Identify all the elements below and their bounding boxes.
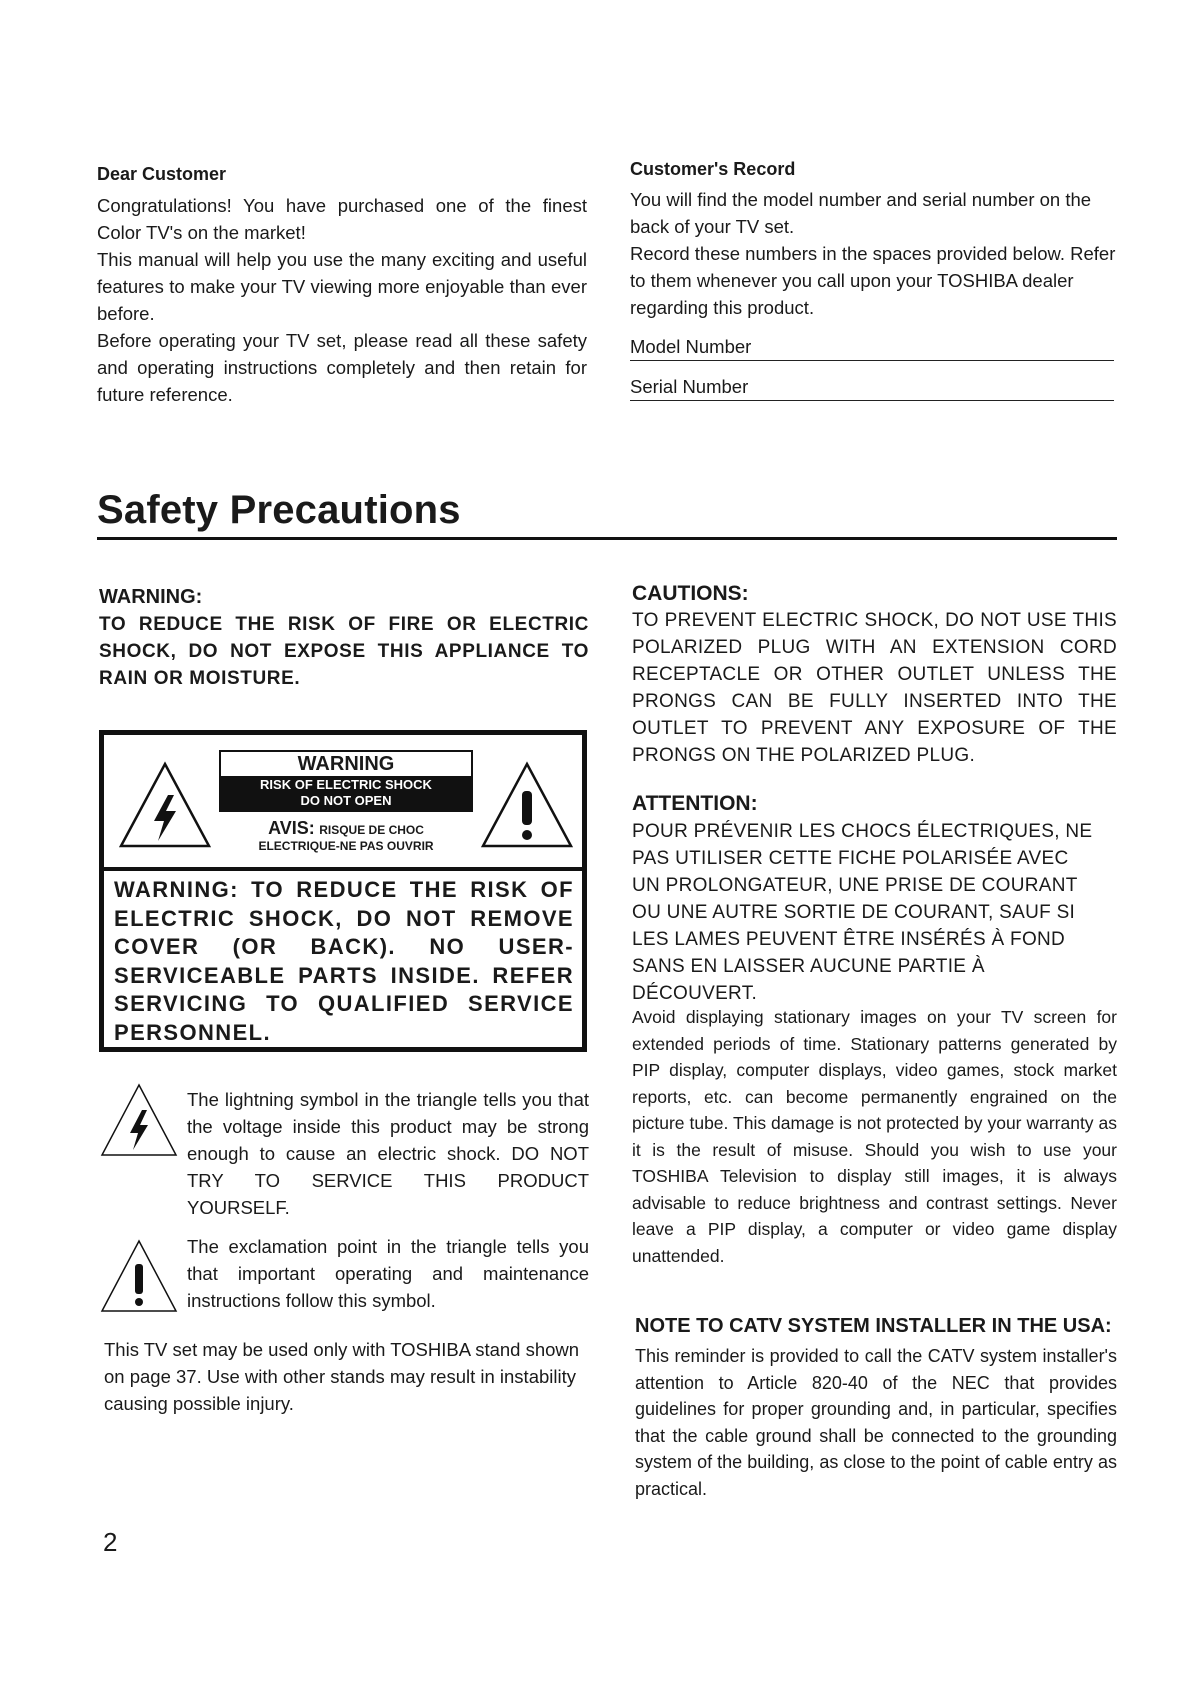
box-warning-text: WARNING: TO REDUCE THE RISK OF ELECTRIC SHOCK, DO NOT REMOVE COVER (OR BACK). NO USER-SERVICEABLE PARTS INSIDE. REFER SERVICING TO QUALIFIED SERVICE PERSONNEL. bbox=[114, 877, 574, 1045]
model-number-field[interactable] bbox=[630, 336, 1114, 361]
warning-label-dark bbox=[221, 776, 471, 811]
stationary-note: Avoid displaying stationary images on your TV screen for extended periods of time. Stationary patterns generated by PIP display, computer displays, video games, stock market reports, etc. can become permanently engrained on the picture tube. This damage is not protected by your warranty as it is the result of misuse. Should you wish to use your TOSHIBA Television to display still images, it is always advisable to reduce brightness and contrast settings. Never leave a PIP display, a computer or video game display unattended. bbox=[632, 1007, 1117, 1266]
greeting-text bbox=[97, 192, 587, 408]
catv-body: This reminder is provided to call the CATV system installer's attention to Article 820-40 of the NEC that provides guidelines for proper grounding and, in particular, specifies that the cable ground shall be connected to the grounding system of the building, as close to the point of cable entry as practical. bbox=[635, 1346, 1117, 1499]
warning-box bbox=[99, 730, 587, 1052]
attention-body: POUR PRÉVENIR LES CHOCS ÉLECTRIQUES, NE PAS UTILISER CETTE FICHE POLARISÉE AVEC UN PROLONGATEUR, UNE PRISE DE COURANT OU UNE AUTRE SORTIE DE COURANT, SAUF SI LES LAMES PEUVENT ÊTRE INSÉRÉS À FOND SANS EN LAISSER AUCUNE PARTIE À DÉCOUVERT. bbox=[632, 821, 1093, 1004]
page-title: Safety Precautions bbox=[97, 488, 461, 532]
warning-label bbox=[219, 750, 473, 812]
warning-body: TO REDUCE THE RISK OF FIRE OR ELECTRIC SHOCK, DO NOT EXPOSE THIS APPLIANCE TO RAIN OR MOISTURE. bbox=[99, 614, 589, 689]
warning-label-line2: DO NOT OPEN bbox=[300, 793, 392, 808]
avis-word: AVIS: bbox=[268, 818, 315, 838]
exclamation-symbol-icon bbox=[99, 1238, 179, 1314]
attention-heading: ATTENTION: bbox=[632, 792, 758, 815]
warning-heading: WARNING: bbox=[99, 586, 203, 608]
lightning-triangle-icon bbox=[118, 761, 212, 849]
greeting-paragraph: Congratulations! You have purchased one of the finest Color TV's on the market! bbox=[97, 195, 587, 243]
page-number: 2 bbox=[103, 1527, 118, 1557]
warning-label-title: WARNING bbox=[297, 753, 395, 775]
cautions-body: TO PREVENT ELECTRIC SHOCK, DO NOT USE THIS POLARIZED PLUG WITH AN EXTENSION CORD RECEPTACLE OR OTHER OUTLET UNLESS THE PRONGS CAN BE FULLY INSERTED INTO THE OUTLET TO PREVENT ANY EXPOSURE OF THE PRONGS ON THE POLARIZED PLUG. bbox=[632, 610, 1117, 766]
customer-record-paragraph: You will find the model number and serial number on the back of your TV set. bbox=[630, 189, 1092, 237]
warning-label-area bbox=[104, 735, 582, 871]
lightning-symbol-icon bbox=[99, 1082, 179, 1158]
serial-number-label: Serial Number bbox=[630, 376, 749, 397]
exclamation-triangle-icon bbox=[480, 761, 574, 849]
model-number-label: Model Number bbox=[630, 336, 752, 357]
serial-number-field[interactable] bbox=[630, 376, 1114, 401]
cautions-heading: CAUTIONS: bbox=[632, 582, 749, 605]
warning-label-line1: RISK OF ELECTRIC SHOCK bbox=[260, 777, 432, 792]
customer-record-paragraph: Record these numbers in the spaces provided below. Refer to them whenever you call upon your TOSHIBA dealer regarding this product. bbox=[630, 243, 1116, 318]
customer-record-text bbox=[630, 186, 1125, 321]
greeting-paragraph: Before operating your TV set, please read all these safety and operating instructions completely and then retain for future reference. bbox=[97, 330, 587, 405]
stand-note: This TV set may be used only with TOSHIBA stand shown on page 37. Use with other stands may result in instability causing possible injury. bbox=[104, 1339, 580, 1414]
lightning-explanation: The lightning symbol in the triangle tells you that the voltage inside this product may be strong enough to cause an electric shock. DO NOT TRY TO SERVICE THIS PRODUCT YOURSELF. bbox=[187, 1089, 589, 1218]
exclamation-explanation: The exclamation point in the triangle tells you that important operating and maintenance instructions follow this symbol. bbox=[187, 1236, 589, 1311]
avis-line2: ELECTRIQUE-NE PAS OUVRIR bbox=[258, 839, 434, 853]
title-divider bbox=[97, 537, 1117, 540]
greeting-heading: Dear Customer bbox=[97, 164, 227, 184]
greeting-paragraph: This manual will help you use the many exciting and useful features to make your TV viewing more enjoyable than ever before. bbox=[97, 249, 587, 324]
catv-heading: NOTE TO CATV SYSTEM INSTALLER IN THE USA: bbox=[635, 1315, 1112, 1337]
avis-label bbox=[219, 818, 473, 853]
customer-record-heading: Customer's Record bbox=[630, 159, 796, 179]
avis-rest: RISQUE DE CHOC bbox=[319, 823, 424, 837]
